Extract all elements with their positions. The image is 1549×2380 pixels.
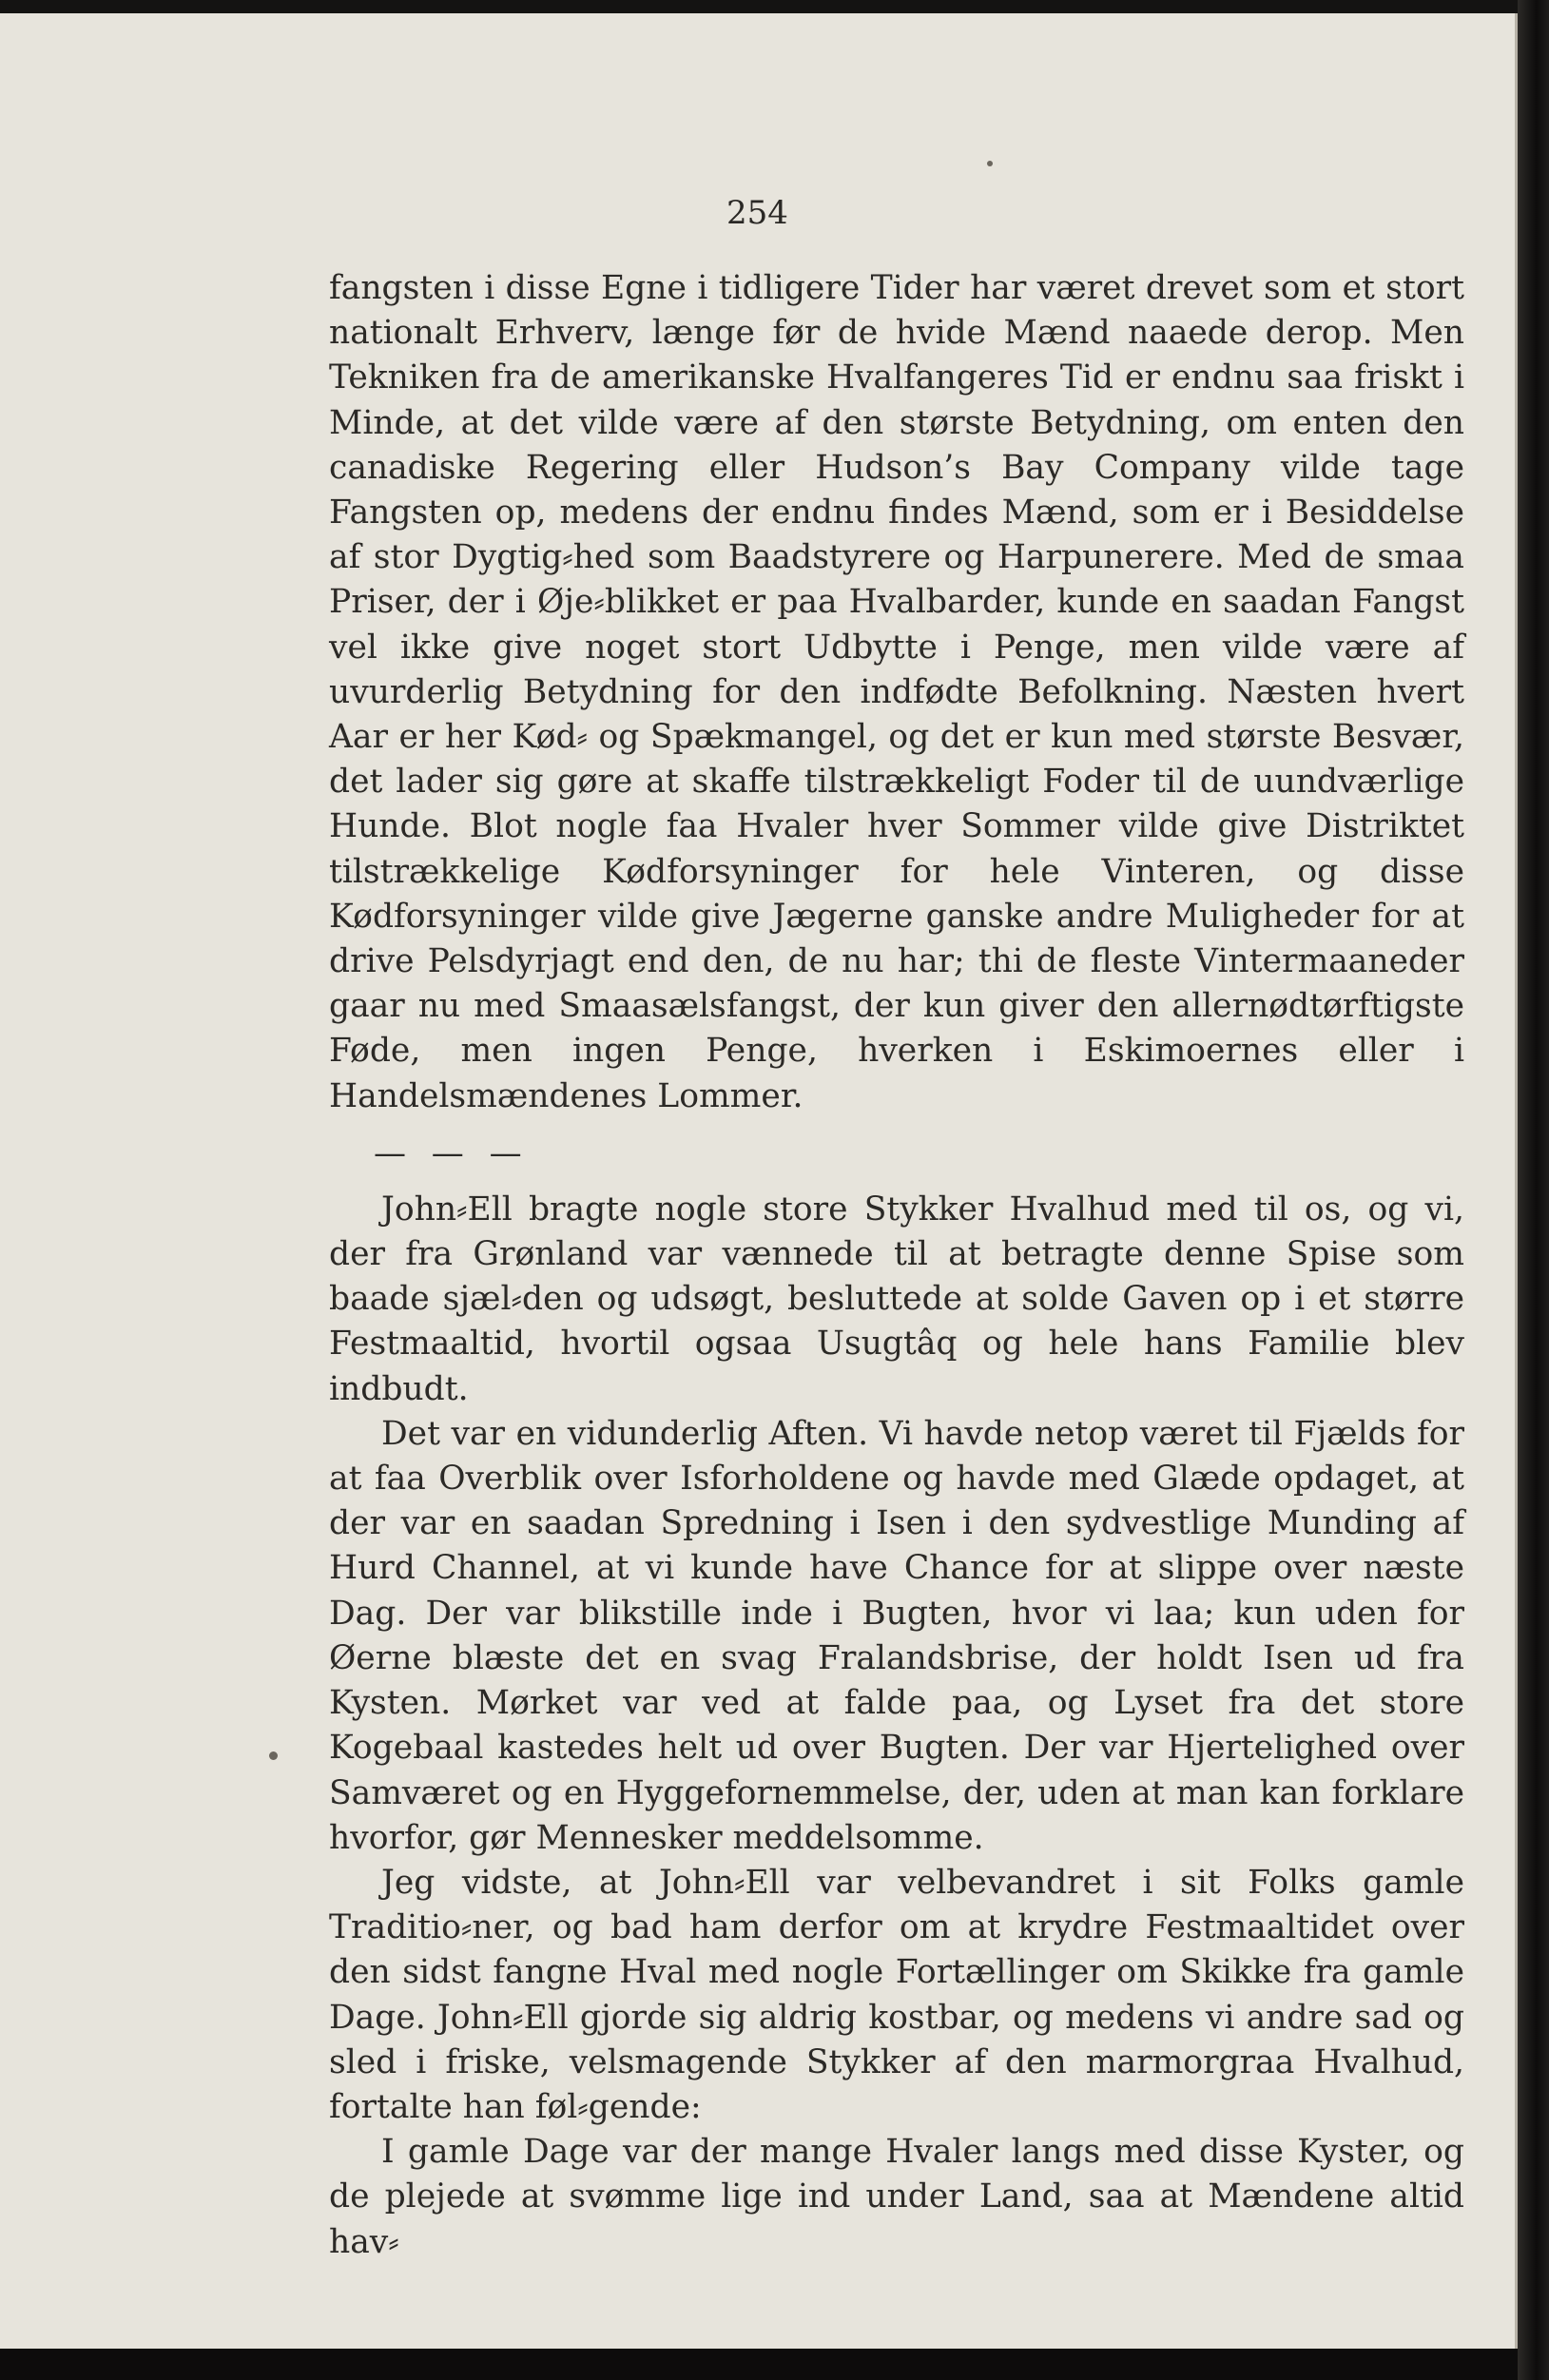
paper-page [0,13,1518,2349]
page-number: 254 [726,194,788,232]
paragraph-1: fangsten i disse Egne i tidligere Tider har været drevet som et stort nationalt Erhverv, længe før de hvide Mænd naaede derop. Men Tekniken fra de amerikanske Hvalfangeres Tid er endnu saa friskt i Minde, at det vilde være af den største Betydning, om enten den canadiske Regering eller Hudson’s Bay Company vilde tage Fangsten op, medens der endnu findes Mænd, som er i Besiddelse af stor Dygtig⸗hed som Baadstyrere og Harpunerere. Med de smaa Priser, der i Øje⸗blikket er paa Hvalbarder, kunde en saadan Fangst vel ikke give noget stort Udbytte i Penge, men vilde være af uvurderlig Betydning for den indfødte Befolkning. Næsten hvert Aar er her Kød⸗ og Spækmangel, og det er kun med største Besvær, det lader sig gøre at skaffe tilstrækkeligt Foder til de uundværlige Hunde. Blot nogle faa Hvaler hver Sommer vilde give Distriktet tilstrækkelige Kødforsyninger for hele Vinteren, og disse Kødforsyninger vilde give Jægerne ganske andre Muligheder for at drive Pelsdyrjagt end den, de nu har; thi de fleste Vintermaaneder gaar nu med Smaasælsfangst, der kun giver den allernødtørftigste Føde, men ingen Penge, hverken i Eskimoernes eller i Handelsmændenes Lommer. [329,269,1464,1115]
scan-bottom-edge [0,2349,1518,2380]
paragraph-5: I gamle Dage var der mange Hvaler langs med disse Kyster, og de plejede at svømme lige ind under Land, saa at Mændene altid hav⸗ [329,2133,1464,2261]
paragraph-2: John⸗Ell bragte nogle store Stykker Hvalhud med til os, og vi, der fra Grønland var vænnede til at betragte denne Spise som baade sjæl⸗den og udsøgt, besluttede at solde Gaven op i et større Festmaaltid, hvortil ogsaa Usugtâq og hele hans Familie blev indbudt. [329,1190,1464,1408]
paragraph-3: Det var en vidunderlig Aften. Vi havde netop været til Fjælds for at faa Overblik over Isforholdene og havde med Glæde opdaget, at der var en saadan Spredning i Isen i den sydvestlige Munding af Hurd Channel, at vi kunde have Chance for at slippe over næste Dag. Der var blikstille inde i Bugten, hvor vi laa; kun uden for Øerne blæste det en svag Fralandsbrise, der holdt Isen ud fra Kysten. Mørket var ved at falde paa, og Lyset fra det store Kogebaal kastedes helt ud over Bugten. Der var Hjertelighed over Samværet og en Hyggefornemmelse, der, uden at man kan forklare hvorfor, gør Mennesker meddelsomme. [329,1414,1464,1857]
paragraph-4: Jeg vidste, at John⸗Ell var velbevandret i sit Folks gamle Traditio⸗ner, og bad ham derfor om at krydre Festmaaltidet over den sidst fangne Hval med nogle Fortællinger om Skikke fra gamle Dage. John⸗Ell gjorde sig aldrig kostbar, og medens vi andre sad og sled i friske, velsmagende Stykker af den marmorgraa Hvalhud, fortalte han føl⸗gende: [329,1863,1464,2126]
paper-speck [987,161,993,166]
book-spine-edge [1518,0,1549,2380]
body-text [329,266,1464,2265]
section-divider: — — — [374,1133,530,1172]
paper-speck [269,1751,278,1760]
